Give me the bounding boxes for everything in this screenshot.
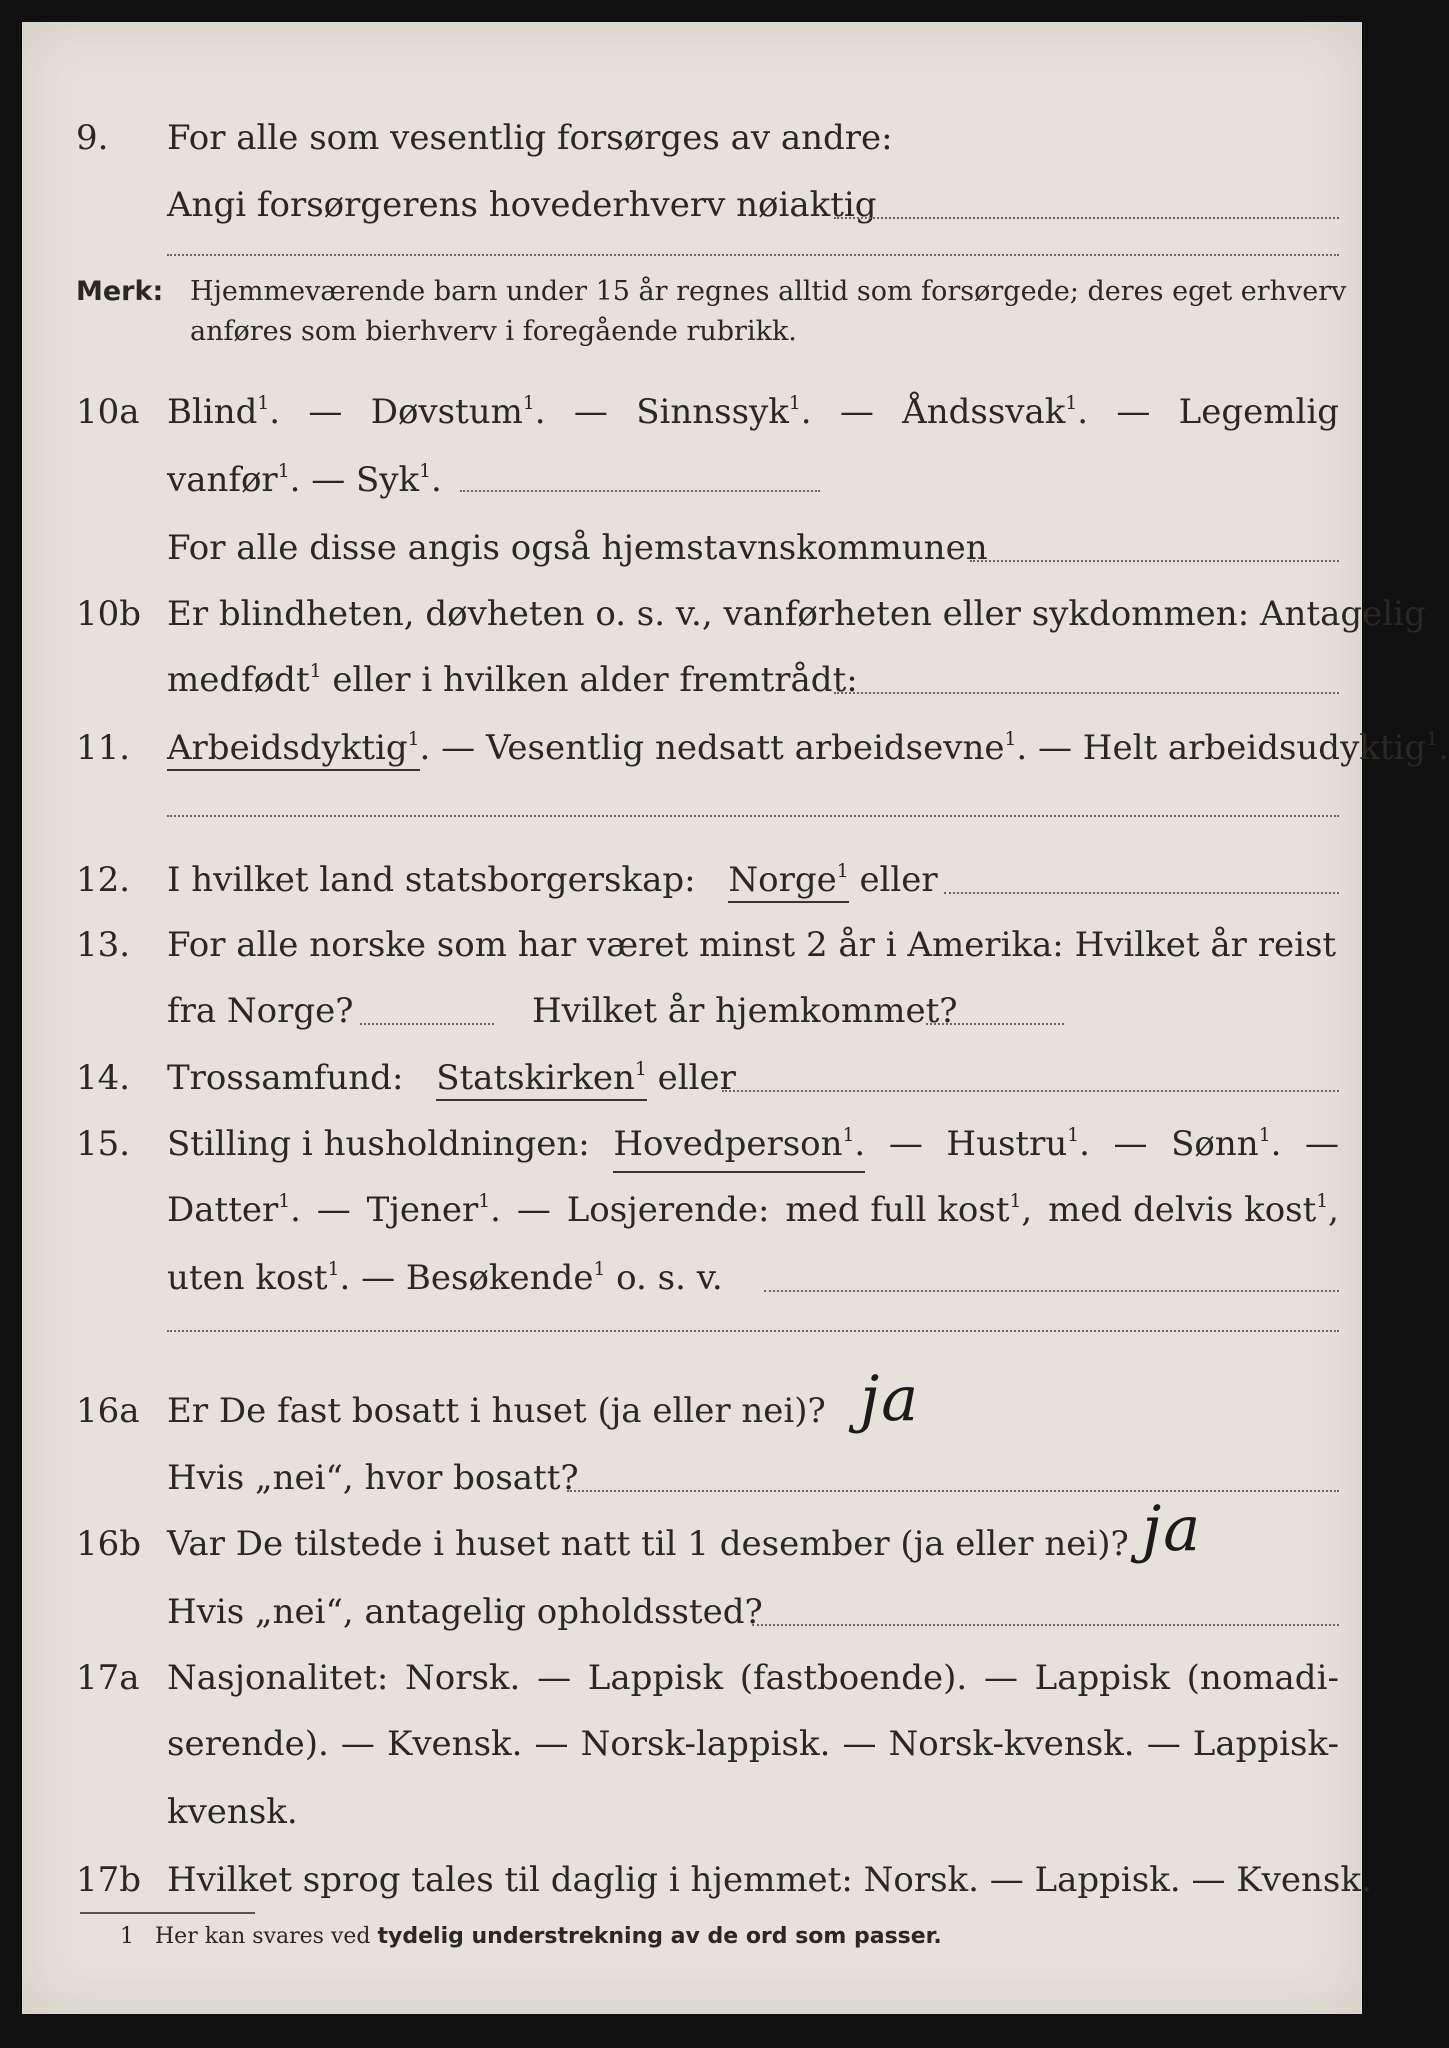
answer-field[interactable] xyxy=(460,490,820,492)
question-text: Arbeidsdyktig$^1$. — Vesentlig nedsatt arbeidsevne$^1$. — Helt arbeidsudyktig$^1$. xyxy=(167,722,1449,774)
answer-field[interactable] xyxy=(722,1090,1339,1092)
dash-separator: — xyxy=(842,1724,877,1764)
question-9-line-2 xyxy=(22,179,1362,231)
option-word[interactable]: Norsk. xyxy=(405,1658,521,1698)
question-number: 13. xyxy=(76,925,131,965)
question-12 xyxy=(22,854,1362,906)
question-17a-line-3 xyxy=(22,1786,1362,1838)
question-text: Blind$^1$. — Døvstum$^1$. — Sinnssyk$^1$. — Åndssvak$^1$. — Legemlig xyxy=(167,386,1339,438)
question-text: For alle disse angis også hjemstavnskommunen xyxy=(167,528,988,568)
answer-field-return-year[interactable] xyxy=(926,1023,1064,1025)
question-text: Hvis „nei“, antagelig opholdssted? xyxy=(167,1592,763,1632)
question-text: uten kost$^1$. — Besøkende$^1$ o. s. v. xyxy=(167,1258,723,1298)
answer-field[interactable] xyxy=(944,892,1339,894)
answer-field[interactable] xyxy=(834,692,1339,694)
question-15-line-3 xyxy=(22,1252,1362,1304)
option-word[interactable]: Nasjonalitet: xyxy=(167,1658,389,1698)
question-16b-line-2 xyxy=(22,1586,1362,1638)
answer-field[interactable] xyxy=(167,815,1339,817)
question-text: Er blindheten, døvheten o. s. v., vanførheten eller sykdommen: Antagelig xyxy=(167,594,1426,634)
question-number: 16b xyxy=(76,1524,142,1564)
answer-field[interactable] xyxy=(834,217,1339,219)
question-10a-line-3 xyxy=(22,522,1362,574)
footnote xyxy=(120,1922,942,1952)
question-text: fra Norge? xyxy=(167,991,354,1031)
option-syk[interactable]: Syk$^1$. xyxy=(356,460,442,500)
option-delvis-kost[interactable]: med delvis kost$^1$, xyxy=(1048,1190,1339,1230)
question-number: 17b xyxy=(76,1860,142,1900)
question-number: 12. xyxy=(76,860,131,900)
question-text: Trossamfund: Statskirken$^1$ eller xyxy=(167,1052,736,1104)
note xyxy=(22,272,1362,312)
question-16a xyxy=(22,1385,1362,1437)
question-number: 9. xyxy=(76,118,109,158)
note-line-2 xyxy=(22,312,1362,352)
option-datter[interactable]: Datter$^1$. xyxy=(167,1190,301,1230)
dash-separator: — xyxy=(340,1724,375,1764)
option-statskirken-underlined[interactable]: Statskirken$^1$ xyxy=(436,1058,647,1101)
handwritten-answer-16b[interactable]: ja xyxy=(1142,1492,1203,1565)
question-13-line-2 xyxy=(22,985,1362,1037)
question-11 xyxy=(22,722,1449,774)
answer-field[interactable] xyxy=(167,254,1339,256)
option-besokende[interactable]: Besøkende$^1$ xyxy=(405,1258,606,1298)
question-10a-line-2 xyxy=(22,454,1362,506)
option-sonn[interactable]: Sønn$^1$. xyxy=(1171,1124,1282,1164)
answer-field[interactable] xyxy=(970,560,1339,562)
option-hovedperson-underlined[interactable]: Hovedperson$^1$. xyxy=(613,1118,865,1173)
question-17a xyxy=(22,1652,1362,1704)
option-hustru[interactable]: Hustru$^1$. xyxy=(946,1124,1090,1164)
option-nedsatt[interactable]: Vesentlig nedsatt arbeidsevne$^1$ xyxy=(485,728,1017,768)
question-number: 16a xyxy=(76,1391,140,1431)
question-15 xyxy=(22,1118,1362,1170)
option-word[interactable]: Lappisk xyxy=(1034,1658,1170,1698)
option-tjener[interactable]: Tjener$^1$. xyxy=(366,1190,501,1230)
note-label: Merk: xyxy=(76,276,164,307)
option-word[interactable]: Lappisk xyxy=(587,1658,724,1698)
question-10b-line-2 xyxy=(22,654,1362,706)
note-text: anføres som bierhverv i foregående rubrikk. xyxy=(190,316,797,347)
footnote-rule xyxy=(80,1912,255,1914)
option-uten-kost[interactable]: uten kost$^1$. xyxy=(167,1258,351,1298)
question-text: Hvilket sprog tales til daglig i hjemmet: Norsk. — Lappisk. — Kvensk. xyxy=(167,1860,1372,1900)
answer-field-departure-year[interactable] xyxy=(360,1023,494,1025)
question-number: 14. xyxy=(76,1058,131,1098)
option-legemlig: Legemlig xyxy=(1178,392,1339,432)
question-text: For alle norske som har været minst 2 år i Amerika: Hvilket år reist xyxy=(167,925,1337,965)
question-number: 17a xyxy=(76,1658,140,1698)
question-text: I hvilket land statsborgerskap: Norge$^1$ eller xyxy=(167,854,938,906)
question-number: 15. xyxy=(76,1124,131,1164)
question-text: Datter$^1$. — Tjener$^1$. — Losjerende: med full kost$^1$, med delvis kost$^1$, xyxy=(167,1184,1339,1236)
option-blind[interactable]: Blind$^1$. xyxy=(167,392,281,432)
question-17b xyxy=(22,1854,1372,1906)
option-udyktig[interactable]: Helt arbeidsudyktig$^1$ xyxy=(1082,728,1439,768)
option-word[interactable]: serende). xyxy=(167,1724,329,1764)
census-form-page xyxy=(22,22,1449,2014)
dash-separator: — xyxy=(983,1658,1018,1698)
question-text: Stilling i husholdningen: Hovedperson$^1$. — Hustru$^1$. — Sønn$^1$. — xyxy=(167,1118,1339,1173)
answer-field[interactable] xyxy=(567,1490,1339,1492)
question-text: medfødt$^1$ eller i hvilken alder fremtrådt: xyxy=(167,660,858,700)
question-text: Hvis „nei“, hvor bosatt? xyxy=(167,1458,579,1498)
question-14 xyxy=(22,1052,1362,1104)
footnote-text: Her kan svares ved xyxy=(154,1924,371,1949)
question-17a-line-2 xyxy=(22,1718,1362,1770)
answer-field[interactable] xyxy=(167,1330,1339,1332)
question-10a xyxy=(22,386,1362,438)
question-text xyxy=(167,1652,1339,1704)
question-text: vanfør$^1$. — Syk$^1$. xyxy=(167,460,442,500)
question-text: kvensk. xyxy=(167,1792,298,1832)
question-text: Hvilket år hjemkommet? xyxy=(532,991,958,1031)
dash-separator: — xyxy=(537,1658,572,1698)
option-dovstum[interactable]: Døvstum$^1$. xyxy=(370,392,546,432)
question-text: Er De fast bosatt i huset (ja eller nei)? xyxy=(167,1391,826,1431)
option-word[interactable]: Kvensk. xyxy=(386,1724,523,1764)
handwritten-answer-16a[interactable]: ja xyxy=(860,1362,921,1435)
note-text: Hjemmeværende barn under 15 år regnes alltid som forsørgede; deres eget erhverv xyxy=(190,276,1347,307)
option-word[interactable]: (nomadi- xyxy=(1186,1658,1339,1698)
question-text xyxy=(167,1718,1339,1770)
footnote-mark: 1 xyxy=(120,1924,134,1949)
option-arbeidsdyktig-underlined[interactable]: Arbeidsdyktig$^1$ xyxy=(167,728,420,771)
option-sinnssyk[interactable]: Sinnssyk$^1$. xyxy=(636,392,812,432)
option-word[interactable]: Norsk-lappisk. xyxy=(580,1724,831,1764)
option-word[interactable]: Lappisk- xyxy=(1192,1724,1339,1764)
option-full-kost[interactable]: med full kost$^1$, xyxy=(785,1190,1033,1230)
question-10b xyxy=(22,588,1426,640)
question-number: 10a xyxy=(76,392,140,432)
dash-separator: — xyxy=(1146,1724,1181,1764)
option-word[interactable]: (fastboende). xyxy=(739,1658,968,1698)
option-medfodt[interactable]: medfødt$^1$ xyxy=(167,660,322,700)
answer-field[interactable] xyxy=(752,1624,1339,1626)
question-number: 11. xyxy=(76,728,131,768)
footnote-bold-text: tydelig understrekning av de ord som passer. xyxy=(377,1924,942,1949)
question-text: Var De tilstede i huset natt til 1 desember (ja eller nei)? xyxy=(167,1524,1129,1564)
option-andssvak[interactable]: Åndssvak$^1$. xyxy=(902,392,1089,432)
question-number: 10b xyxy=(76,594,142,634)
dash-separator: — xyxy=(534,1724,569,1764)
question-text: For alle som vesentlig forsørges av andre: xyxy=(167,118,893,158)
question-text: Angi forsørgerens hovederhverv nøiaktig xyxy=(167,185,877,225)
option-word[interactable]: Norsk-kvensk. xyxy=(888,1724,1135,1764)
question-15-line-2 xyxy=(22,1184,1362,1236)
option-norge-underlined[interactable]: Norge$^1$ xyxy=(728,860,848,903)
question-13 xyxy=(22,919,1362,971)
answer-field[interactable] xyxy=(764,1290,1339,1292)
option-vanfor[interactable]: vanfør$^1$. xyxy=(167,460,301,500)
question-9 xyxy=(22,112,1362,164)
